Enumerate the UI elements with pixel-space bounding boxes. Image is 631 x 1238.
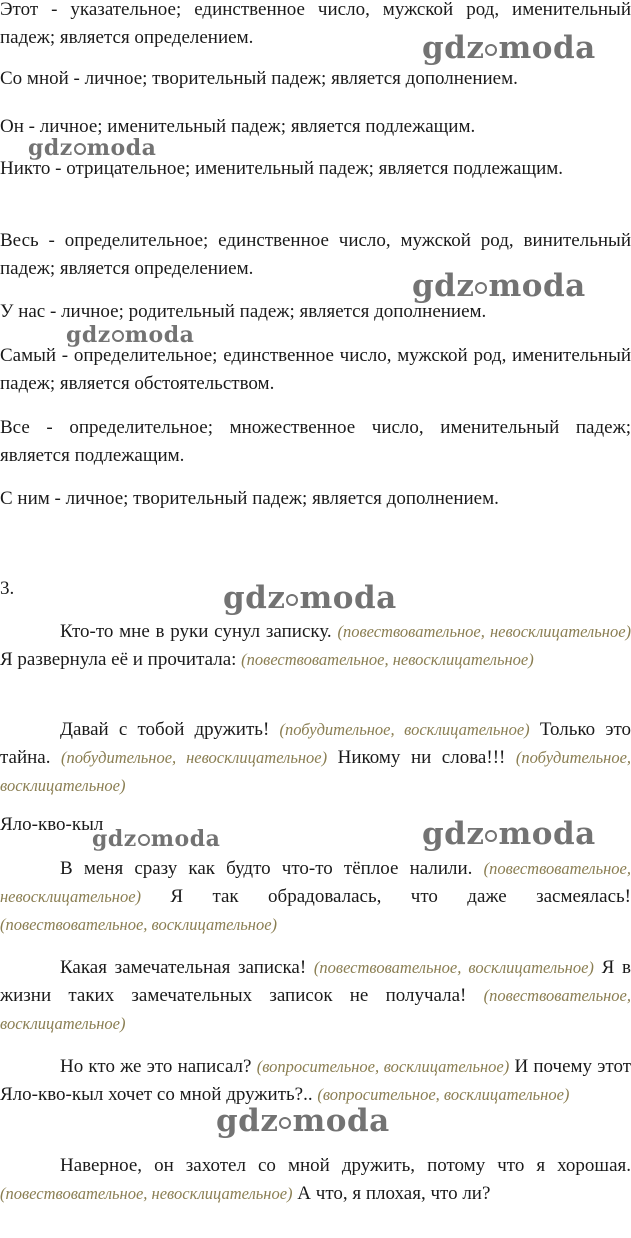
paragraph-so-mnoy: Со мной - личное; творительный падеж; является дополнением.: [0, 68, 518, 89]
sentence: Никому ни слова!!!: [337, 747, 506, 768]
sentence-comment: (повествовательное, восклицательное): [0, 986, 631, 1033]
paragraph-davay: [0, 716, 631, 800]
watermark-logo: gdz moda: [216, 1103, 390, 1139]
watermark-logo: gdz moda: [422, 30, 596, 66]
sentence: В меня сразу как будто что-то тёплое налили.: [60, 858, 473, 879]
sentence: Я в жизни таких замечательных записок не получала!: [0, 957, 631, 1006]
watermark-logo: gdz moda: [92, 826, 221, 852]
sentence-comment: (повествовательное, невосклицательное): [0, 859, 631, 906]
sentence: Только это тайна.: [0, 719, 631, 768]
paragraph-samyy: Самый - определительное; единственное число, мужской род, именительный падеж; является обстоятельством.: [0, 345, 631, 394]
section-number: 3.: [0, 578, 15, 599]
sentence: Наверное, он захотел со мной дружить, потому что я хорошая.: [60, 1155, 631, 1176]
paragraph-etot: Этот - указательное; единственное число, мужской род, именительный падеж; является определением.: [0, 0, 631, 48]
paragraph-kakaya: [0, 954, 631, 1038]
paragraph-nikto: Никто - отрицательное; именительный падеж; является подлежащим.: [0, 158, 564, 179]
sentence: Какая замечательная записка!: [60, 957, 307, 978]
paragraph-naverno: [0, 1152, 631, 1208]
watermark-logo: gdz moda: [422, 816, 596, 852]
sentence: И почему этот Яло-кво-кыл хочет со мной дружить?..: [0, 1056, 631, 1105]
paragraph-kto-napisal: [0, 1053, 631, 1109]
sentence-comment: (побудительное, восклицательное): [279, 720, 530, 739]
sentence-comment: (повествовательное, невосклицательное): [241, 650, 534, 669]
watermark-logo: gdz moda: [223, 580, 397, 616]
sentence-comment: (вопросительное, восклицательное): [317, 1085, 570, 1104]
paragraph-zapiska: [0, 618, 631, 674]
sentence-comment: (побудительное, восклицательное): [0, 748, 631, 795]
sentence-comment: (побудительное, невосклицательное): [61, 748, 328, 767]
paragraph-vse: Все - определительное; множественное число, именительный падеж; является подлежащим.: [0, 417, 631, 466]
paragraph-s-nim: С ним - личное; творительный падеж; является дополнением.: [0, 488, 499, 509]
watermark-logo: gdz moda: [412, 268, 586, 304]
sentence-comment: (повествовательное, невосклицательное): [0, 1184, 293, 1203]
paragraph-u-nas: У нас - личное; родительный падеж; является дополнением.: [0, 301, 487, 322]
sentence-comment: (повествовательное, восклицательное): [313, 958, 594, 977]
sentence: Давай с тобой дружить!: [60, 719, 270, 740]
sentence: Кто-то мне в руки сунул записку.: [60, 621, 332, 642]
watermark-logo: gdz moda: [66, 322, 195, 348]
sentence-comment: (вопросительное, восклицательное): [256, 1057, 510, 1076]
sentence-comment: (повествовательное, восклицательное): [0, 915, 278, 934]
paragraph-on: Он - личное; именительный падеж; является подлежащим.: [0, 116, 476, 137]
sentence: А что, я плохая, что ли?: [297, 1183, 491, 1204]
note-signature: Яло-кво-кыл: [0, 814, 104, 835]
sentence: Но кто же это написал?: [60, 1056, 252, 1077]
paragraph-ves: Весь - определительное; единственное число, мужской род, винительный падеж; является определением.: [0, 230, 631, 279]
sentence: Я так обрадовалась, что даже засмеялась!: [170, 886, 631, 907]
sentence: Я развернула её и прочитала:: [0, 649, 237, 670]
sentence-comment: (повествовательное, невосклицательное): [337, 622, 631, 641]
watermark-logo: gdz moda: [28, 135, 157, 161]
paragraph-teploe: [0, 855, 631, 939]
